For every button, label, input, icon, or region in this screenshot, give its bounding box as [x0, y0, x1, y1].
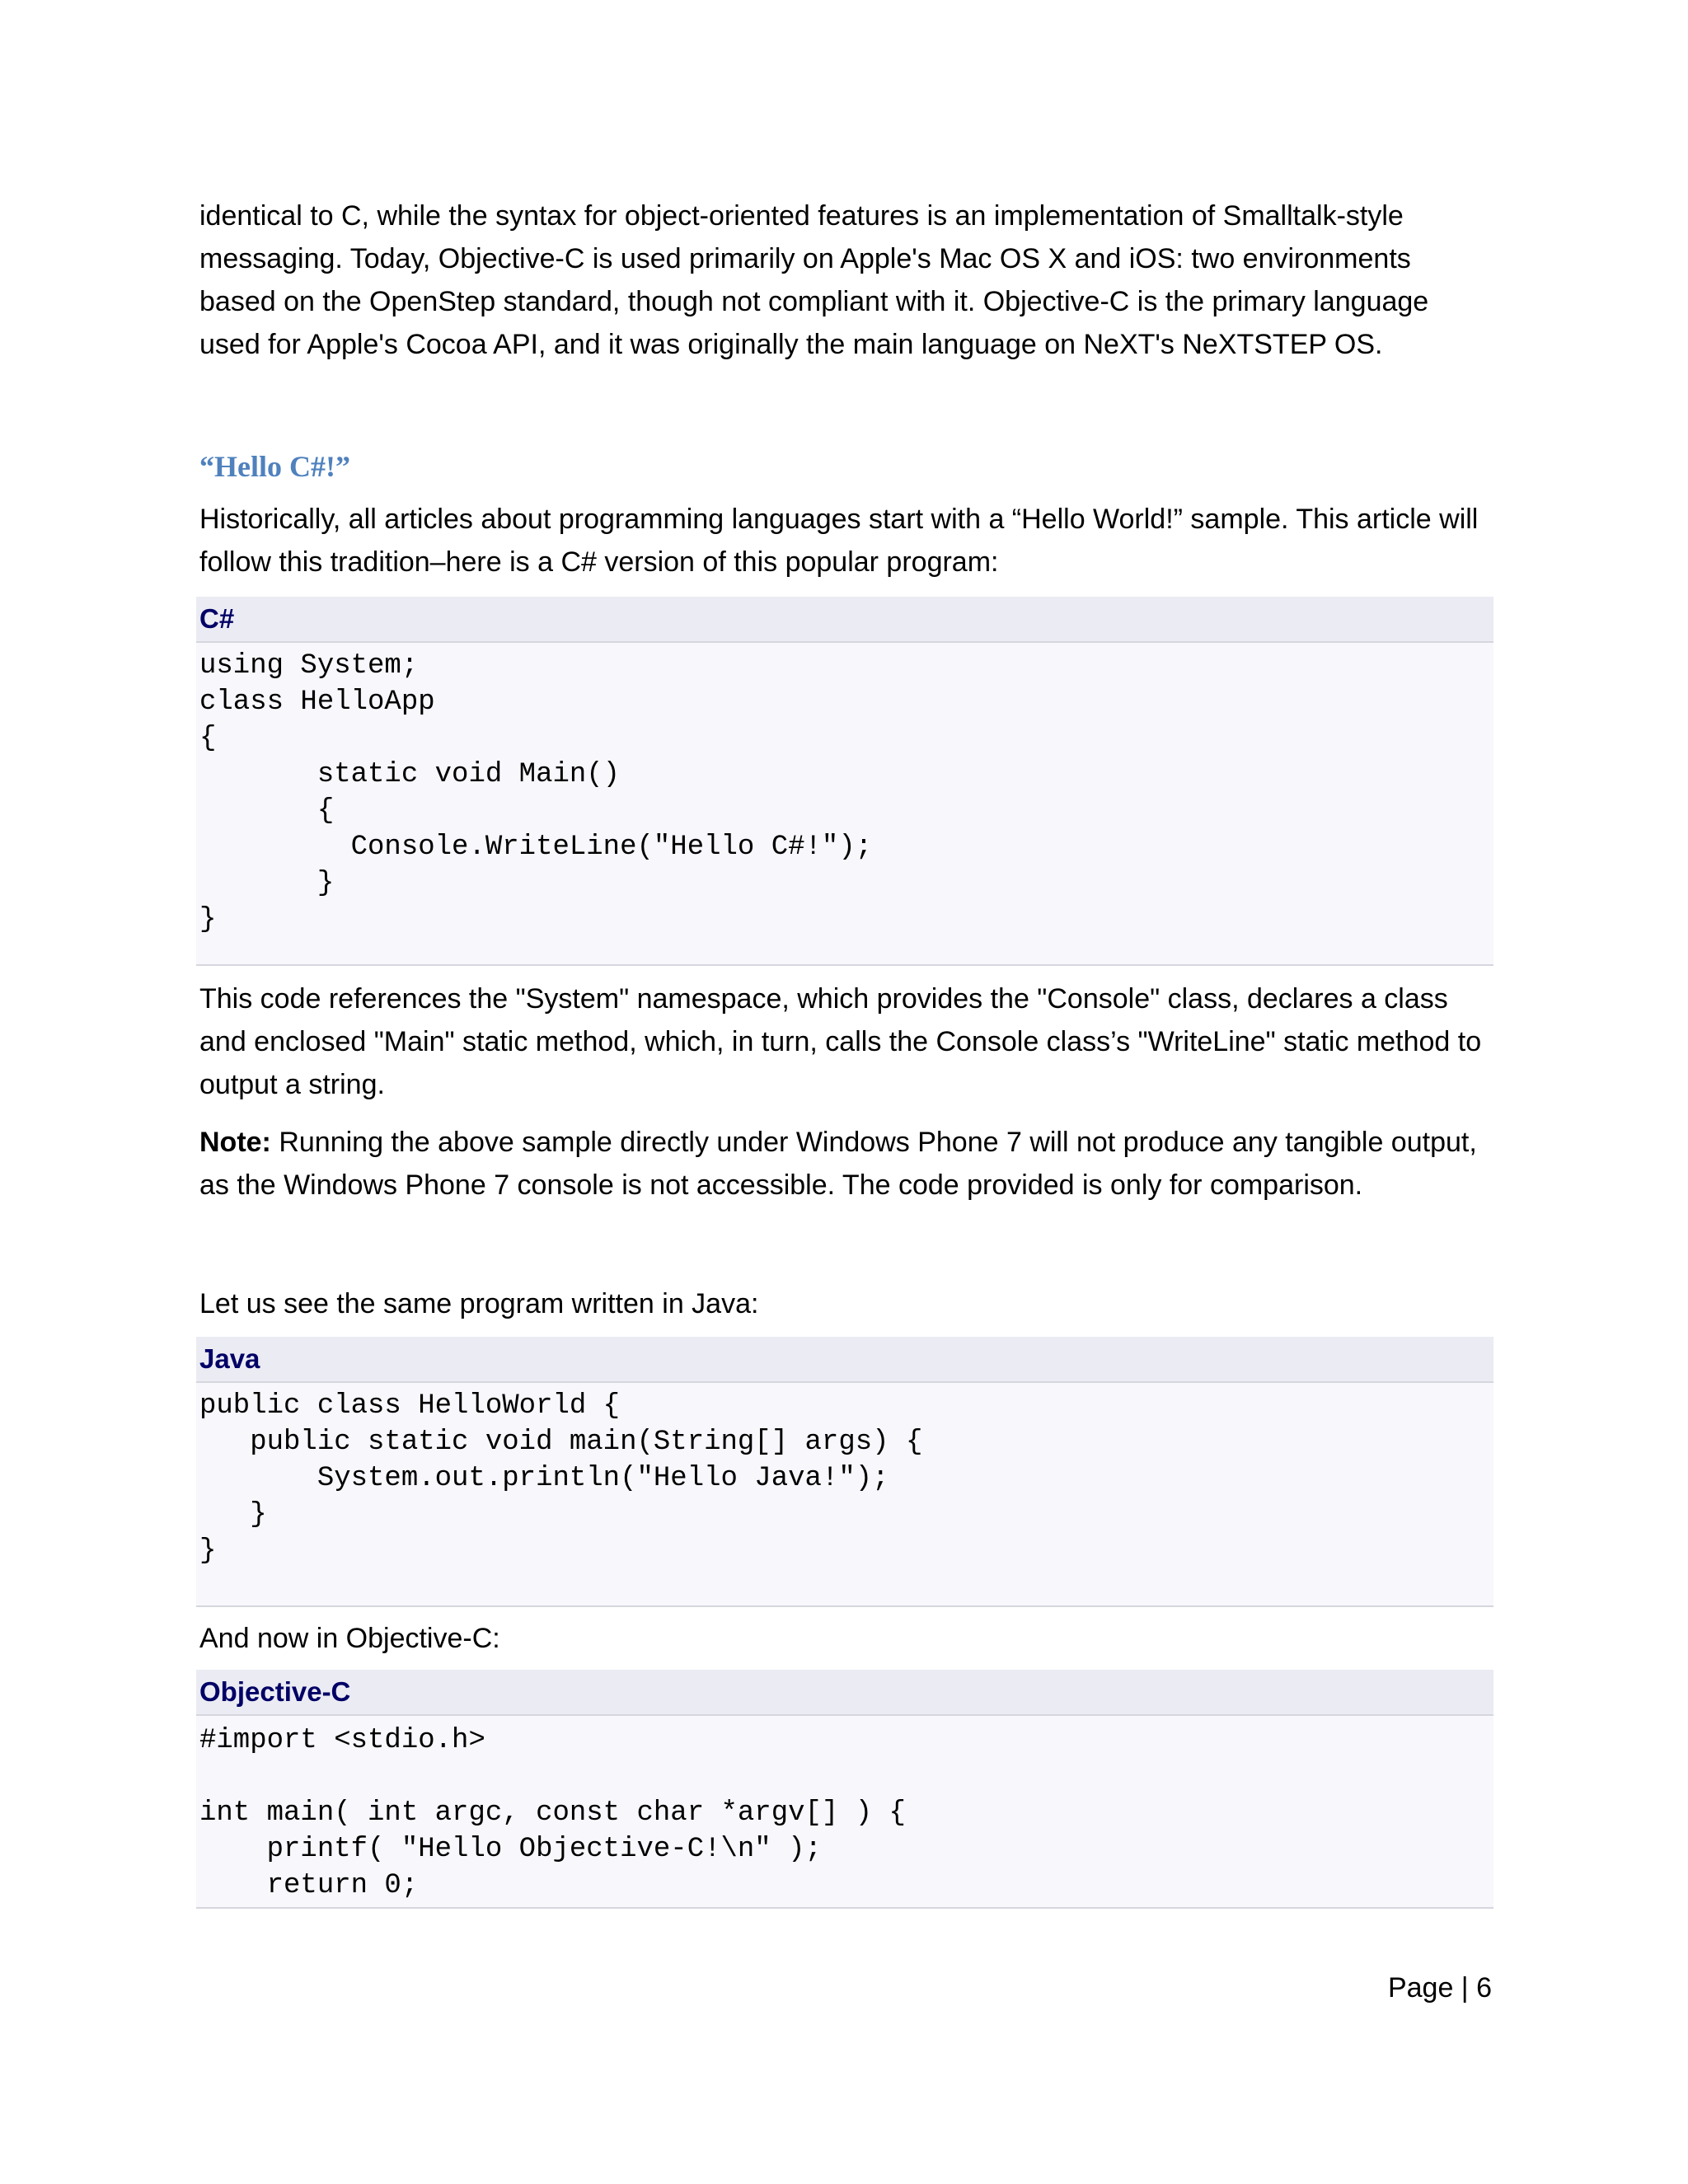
- section-intro-paragraph: Historically, all articles about programming languages start with a “Hello World!” sample. This article will follow this tradition–here is a C# version of this popular program:: [199, 504, 1479, 578]
- code-listing: public class HelloWorld { public static void main(String[] args) { System.out.println("Hello Java!"); } }: [199, 1390, 923, 1567]
- note-text: Running the above sample directly under Windows Phone 7 will not produce any tangible output, as the Windows Phone 7 console is not accessible. The code provided is only for comparison.: [199, 1127, 1477, 1201]
- java-code-block: [196, 1337, 1493, 1607]
- intro-paragraph: identical to C, while the syntax for object-oriented features is an implementation of Smalltalk-style messaging. Today, Objective-C is used primarily on Apple's Mac OS X and iOS: two environments based on the OpenStep standard, though not compliant with it. Objective-C is the primary language used for Apple's Cocoa API, and it was originally the main language on NeXT's NeXTSTEP OS.: [199, 200, 1429, 360]
- section-heading: “Hello C#!”: [199, 450, 350, 483]
- code-block-label: Objective-C: [196, 1670, 1493, 1716]
- page-number: Page | 6: [1387, 1972, 1492, 2004]
- java-intro-paragraph: Let us see the same program written in Java:: [199, 1288, 759, 1319]
- csharp-code-block: [196, 597, 1493, 966]
- code-listing: using System; class HelloApp { static void Main() { Console.WriteLine("Hello C#!"); } }: [199, 650, 873, 935]
- page-content: [199, 194, 1493, 1909]
- code-block-label: C#: [196, 597, 1493, 643]
- explanation-paragraph: This code references the "System" namespace, which provides the "Console" class, declares a class and enclosed "Main" static method, which, in turn, calls the Console class’s "WriteLine" static method to output a string.: [199, 983, 1482, 1100]
- objc-intro-paragraph: And now in Objective-C:: [199, 1623, 500, 1654]
- note-paragraph: [199, 1121, 1493, 1207]
- code-listing: #import <stdio.h> int main( int argc, const char *argv[] ) { printf( "Hello Objective-C!\n" ); return 0;: [199, 1725, 906, 1901]
- code-block-label: Java: [196, 1337, 1493, 1383]
- note-label: Note:: [199, 1127, 271, 1158]
- objc-code-block: [196, 1670, 1493, 1909]
